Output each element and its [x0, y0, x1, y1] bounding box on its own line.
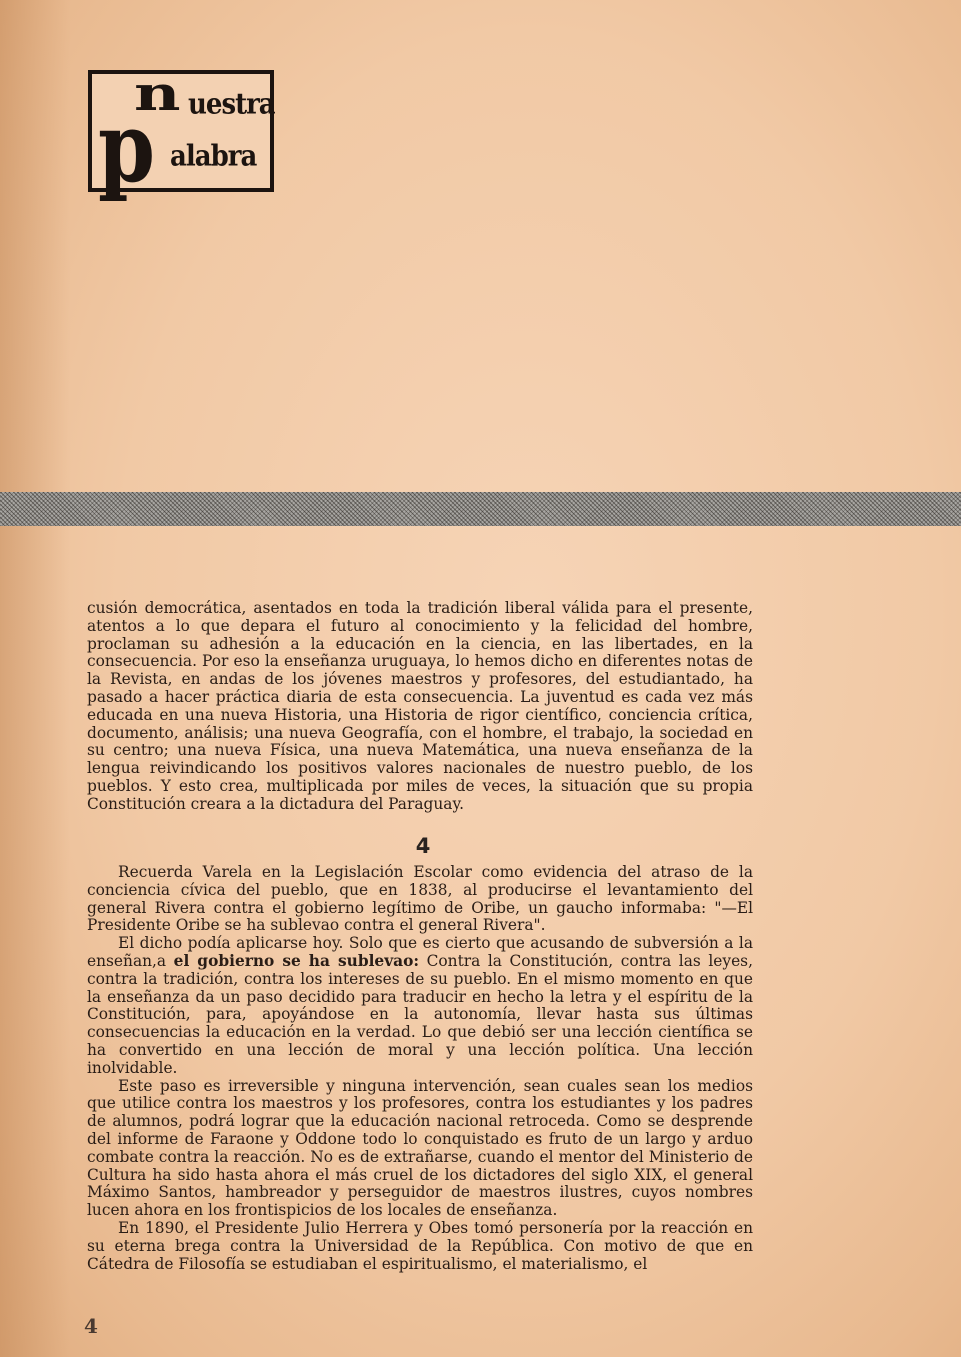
logo-letter-n: n	[134, 65, 181, 122]
halftone-divider-band	[0, 492, 961, 526]
body-text-block-section-4	[87, 864, 753, 1273]
paragraph-dicho-bold: el gobierno se ha sublevao:	[173, 951, 420, 970]
logo-word-alabra: alabra	[170, 140, 257, 173]
paragraph-dicho	[87, 935, 753, 1077]
paragraph-continuation: cusión democrática, asentados en toda la tradición liberal válida para el presente, atentos a lo que depara el futuro al conocimiento y la felicidad del hombre, proclaman su adhesión a la educación en la ciencia, en las libertades, en la consecuencia. Por eso la enseñanza uruguaya, lo hemos dicho en diferentes notas de la Revista, en andas de los jóvenes maestros y profesores, del estudiantado, ha pasado a hacer práctica diaria de esta consecuencia. La juventud es cada vez más educada en una nueva Historia, una Historia de rigor científico, conciencia crítica, documento, análisis; una nueva Geografía, con el hombre, el trabajo, la sociedad en su centro; una nueva Física, una nueva Matemática, una nueva enseñanza de la lengua reivindicando los positivos valores nacionales de nuestro pueblo, de los pueblos. Y esto crea, multiplicada por miles de veces, la situación que su propia Constitución creara a la dictadura del Paraguay.	[87, 599, 753, 813]
nuestra-palabra-logo	[88, 65, 275, 204]
paragraph-1890: En 1890, el Presidente Julio Herrera y Obes tomó personería por la reacción en su eterna brega contra la Universidad de la República. Con motivo de que en Cátedra de Filosofía se estudiaban el espiritualismo, el materialismo, el	[87, 1218, 753, 1273]
logo-word-uestra: uestra	[188, 88, 275, 121]
page-edge-shadow	[0, 0, 70, 1357]
paragraph-varela: Recuerda Varela en la Legislación Escolar como evidencia del atraso de la conciencia cívica del pueblo, que en 1838, al producirse el levantamiento del general Rivera contra el gobierno legítimo de Oribe, un gaucho informaba: "—El Presidente Oribe se ha sublevao contra el general Rivera".	[87, 863, 753, 935]
paragraph-dicho-end: Contra la Constitución, contra las leyes, contra la tradición, contra los intereses de su pueblo. En el mismo momento en que la enseñanza da un paso decidido para traducir en hecho la letra y el espíritu de la Constitución, para, apoyándose en la autonomía, llevar hasta sus últimas consecuencias la educación en la verdad. Lo que debió ser una lección científica se ha convertido en una lección de moral y una lección política. Una lección inolvidable.	[87, 951, 753, 1077]
paragraph-dicho-start: El dicho podía aplicarse hoy. Solo que es cierto que acusando de subversión a la enseñan,a	[87, 934, 753, 970]
page-number: 4	[84, 1314, 98, 1338]
logo-letter-p: p	[98, 91, 156, 204]
section-number: 4	[415, 834, 431, 858]
body-text-block-top	[87, 600, 753, 814]
paragraph-irreversible: Este paso es irreversible y ninguna intervención, sean cuales sean los medios que utilice contra los maestros y los profesores, contra los estudiantes y los padres de alumnos, podrá lograr que la educación nacional retroceda. Como se desprende del informe de Faraone y Oddone todo lo conquistado es fruto de un largo y arduo combate contra la reacción. No es de extrañarse, cuando el mentor del Ministerio de Cultura ha sido hasta ahora el más cruel de los dictadores del siglo XIX, el general Máximo Santos, hambreador y perseguidor de maestros ilustres, cuyos nombres lucen ahora en los frontispicios de los locales de enseñanza.	[87, 1076, 753, 1220]
